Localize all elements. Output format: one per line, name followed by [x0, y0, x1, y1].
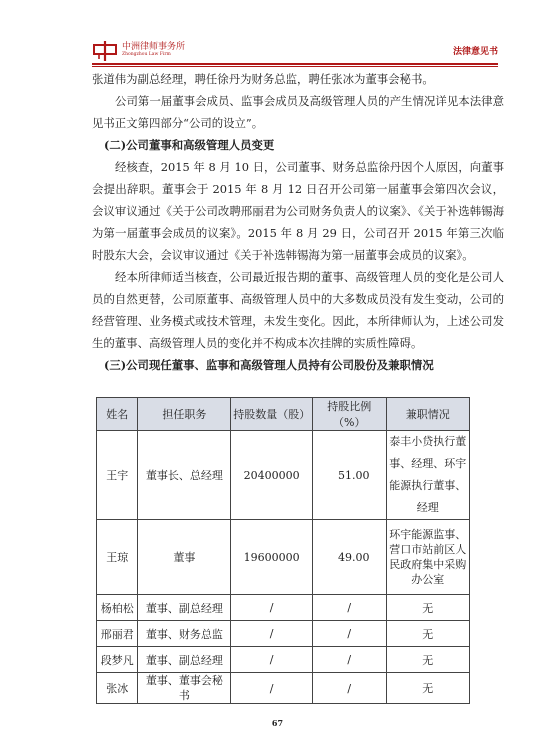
cell-position: 董事长、总经理: [138, 431, 231, 520]
column-header: 担任职务: [138, 398, 231, 431]
firm-name-en: Zhongzhou Law Firm: [122, 52, 171, 57]
table-row: [97, 520, 470, 595]
cell-ratio: /: [312, 647, 386, 673]
cell-concurrent: 环宇能源监事、营口市站前区人民政府集中采购办公室: [386, 520, 470, 595]
table-row: [97, 647, 470, 673]
table-row: [97, 673, 470, 704]
column-header: 兼职情况: [386, 398, 470, 431]
cell-concurrent: 无: [386, 595, 470, 621]
cell-ratio: /: [312, 621, 386, 647]
shareholding-table: [96, 397, 470, 704]
paragraph: 张道伟为副总经理，聘任徐丹为财务总监，聘任张冰为董事会秘书。: [92, 72, 434, 86]
document-type: 法律意见书: [452, 47, 498, 57]
cell-name: 杨柏松: [97, 595, 138, 621]
cell-shares: /: [231, 647, 313, 673]
page-header: [92, 40, 498, 62]
cell-concurrent: 无: [386, 673, 470, 704]
cell-ratio: /: [312, 595, 386, 621]
column-header: 持股比例（%）: [312, 398, 386, 431]
cell-shares: /: [231, 673, 313, 704]
cell-shares: 19600000: [231, 520, 313, 595]
cell-position: 董事、副总经理: [138, 647, 231, 673]
header-rule-thin: [92, 66, 498, 67]
paragraph: 经核查，2015 年 8 月 10 日，公司董事、财务总监徐丹因个人原因，向董事会提出辞职。董事会于 2015 年 8 月 12 日召开公司第一届董事会第四次会议，会议审议通过《关于公司改聘邢丽君为公司财务负责人的议案》、《关于补选韩锡海为第一届董事会成员的议案》。2015 年 8 月 29 日，公司召开 2015 年第三次临时股东大会，会议审议通过《关于补选韩锡海为第一届董事会成员的议案》。: [92, 160, 504, 262]
section-heading: (二)公司董事和高级管理人员变更: [104, 138, 275, 152]
cell-shares: 20400000: [231, 431, 313, 520]
firm-logo-icon: [92, 40, 118, 62]
cell-concurrent: 无: [386, 621, 470, 647]
page-number: 67: [271, 718, 284, 728]
cell-ratio: /: [312, 673, 386, 704]
cell-position: 董事、财务总监: [138, 621, 231, 647]
section-heading: (三)公司现任董事、监事和高级管理人员持有公司股份及兼职情况: [104, 358, 434, 372]
cell-shares: /: [231, 595, 313, 621]
cell-name: 邢丽君: [97, 621, 138, 647]
cell-concurrent: 泰丰小贷执行董事、经理、环宇能源执行董事、经理: [386, 431, 470, 520]
cell-name: 张冰: [97, 673, 138, 704]
column-header: 持股数量（股）: [231, 398, 313, 431]
cell-position: 董事、董事会秘书: [138, 673, 231, 704]
cell-shares: /: [231, 621, 313, 647]
header-rule: [92, 63, 498, 65]
document-body: [92, 68, 504, 376]
firm-name: 中洲律师事务所: [122, 42, 186, 52]
table-header-row: [97, 398, 470, 431]
cell-ratio: 51.00: [312, 431, 386, 520]
column-header: 姓名: [97, 398, 138, 431]
table-row: [97, 595, 470, 621]
table-row: [97, 621, 470, 647]
cell-name: 王琼: [97, 520, 138, 595]
cell-position: 董事: [138, 520, 231, 595]
cell-concurrent: 无: [386, 647, 470, 673]
paragraph: 公司第一届董事会成员、监事会成员及高级管理人员的产生情况详见本法律意见书正文第四部分“公司的设立”。: [92, 94, 504, 130]
paragraph: 经本所律师适当核查，公司最近报告期的董事、高级管理人员的变化是公司人员的自然更替，公司原董事、高级管理人员中的大多数成员没有发生变动，公司的经营管理、业务模式或技术管理，未发生变化。因此，本所律师认为，上述公司发生的董事、高级管理人员的变化并不构成本次挂牌的实质性障碍。: [92, 270, 504, 350]
cell-ratio: 49.00: [312, 520, 386, 595]
cell-name: 段梦凡: [97, 647, 138, 673]
cell-position: 董事、副总经理: [138, 595, 231, 621]
table-row: [97, 431, 470, 520]
cell-name: 王宇: [97, 431, 138, 520]
